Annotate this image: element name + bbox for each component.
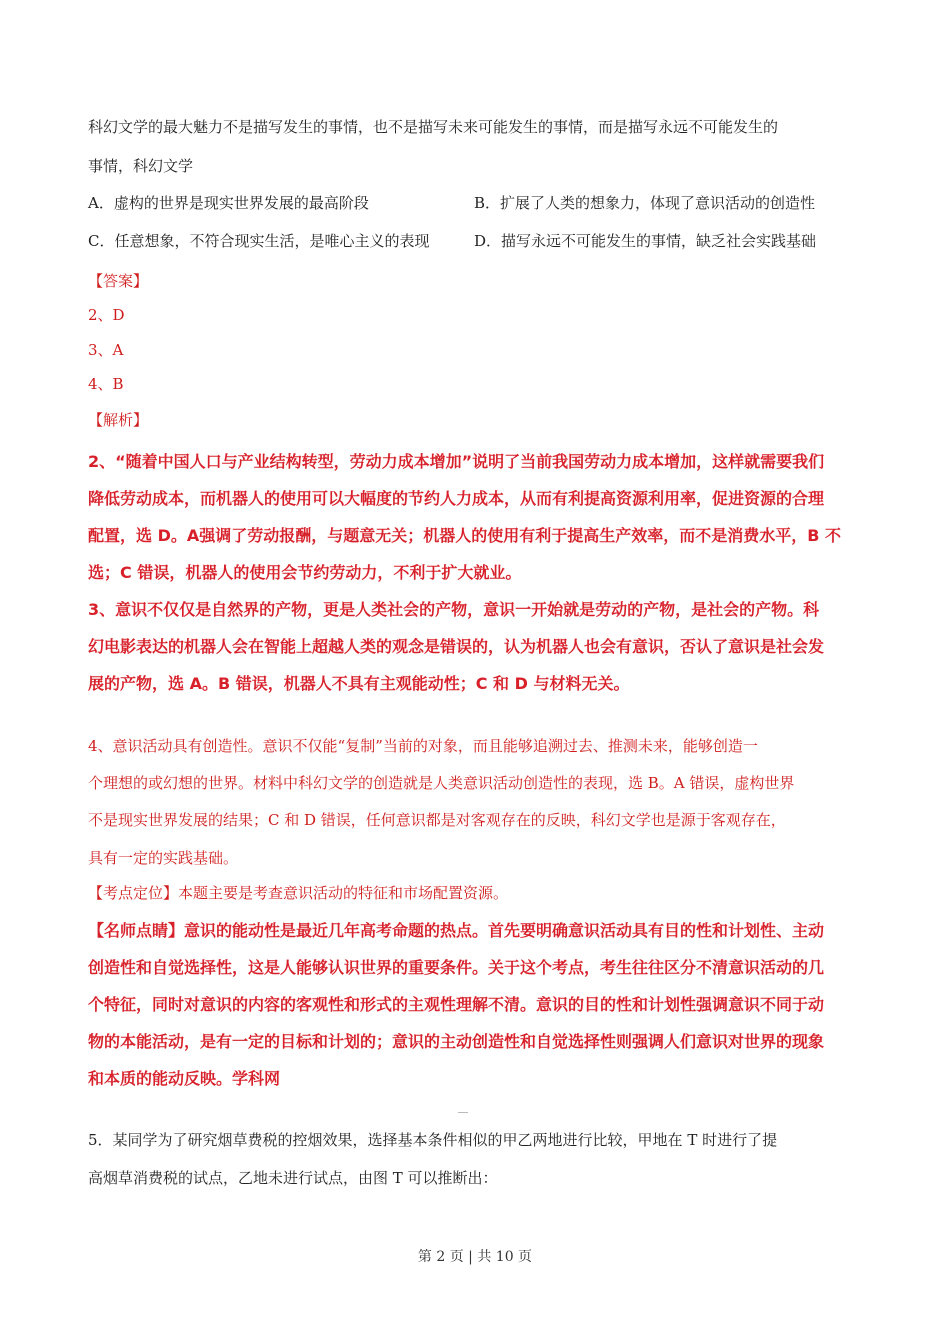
analysis-2-line: 选；C 错误，机器人的使用会节约劳动力，不利于扩大就业。 xyxy=(88,563,522,582)
page-footer: 第 2 页 | 共 10 页 xyxy=(417,1249,533,1265)
analysis-4-line: 具有一定的实践基础。 xyxy=(88,849,239,867)
analysis-4-line: 个理想的或幻想的世界。材料中科幻文学的创造就是人类意识活动创造性的表现，选 B。A 错误，虚构世界 xyxy=(88,774,795,792)
analysis-2-line: 2、“随着中国人口与产业结构转型，劳动力成本增加”说明了当前我国劳动力成本增加，这样就需要我们 xyxy=(88,452,825,471)
answer-item: 2、D xyxy=(88,306,125,324)
question-5-line-2: 高烟草消费税的试点，乙地未进行试点，由图 T 可以推断出： xyxy=(88,1169,498,1187)
kaodian-line: 【考点定位】本题主要是考查意识活动的特征和市场配置资源。 xyxy=(88,884,509,902)
analysis-4-line: 4、意识活动具有创造性。意识不仅能“复制”当前的对象，而且能够追溯过去、推测未来，能够创造一 xyxy=(88,737,758,755)
answer-heading: 【答案】 xyxy=(88,272,149,290)
answer-item: 3、A xyxy=(88,341,124,359)
analysis-heading: 【解析】 xyxy=(88,411,149,429)
analysis-2-line: 降低劳动成本，而机器人的使用可以大幅度的节约人力成本，从而有利提高资源利用率，促进资源的合理 xyxy=(88,489,825,508)
mingshi-line: 和本质的能动反映。学科网 xyxy=(88,1069,281,1088)
mingshi-line: 个特征，同时对意识的内容的客观性和形式的主观性理解不清。意识的目的性和计划性强调意识不同于动 xyxy=(88,995,825,1014)
question-tail-line-1: 科幻文学的最大魅力不是描写发生的事情，也不是描写未来可能发生的事情，而是描写永远不可能发生的 xyxy=(88,118,779,136)
mingshi-line: 创造性和自觉选择性，这是人能够认识世界的重要条件。关于这个考点，考生往往区分不清意识活动的几 xyxy=(88,958,825,977)
answer-item: 4、B xyxy=(88,375,124,393)
option-c: C．任意想象，不符合现实生活，是唯心主义的表现 xyxy=(88,232,430,250)
analysis-4-line: 不是现实世界发展的结果；C 和 D 错误，任何意识都是对客观存在的反映，科幻文学也是源于客观存在， xyxy=(88,811,786,829)
question-tail-line-2: 事情，科幻文学 xyxy=(88,157,194,175)
analysis-3-line: 展的产物，选 A。B 错误，机器人不具有主观能动性；C 和 D 与材料无关。 xyxy=(88,674,630,693)
mingshi-line: 物的本能活动，是有一定的目标和计划的；意识的主动创造性和自觉选择性则强调人们意识对世界的现象 xyxy=(88,1032,825,1051)
option-b: B．扩展了人类的想象力，体现了意识活动的创造性 xyxy=(474,194,816,212)
option-a: A．虚构的世界是现实世界发展的最高阶段 xyxy=(88,194,369,212)
analysis-2-line: 配置，选 D。A强调了劳动报酬，与题意无关；机器人的使用有利于提高生产效率，而不是消费水平，B 不 xyxy=(88,526,842,545)
analysis-3-line: 3、意识不仅仅是自然界的产物，更是人类社会的产物，意识一开始就是劳动的产物，是社会的产物。科 xyxy=(88,600,820,619)
analysis-3-line: 幻电影表达的机器人会在智能上超越人类的观念是错误的，认为机器人也会有意识，否认了意识是社会发 xyxy=(88,637,825,656)
mingshi-line: 【名师点睛】意识的能动性是最近几年高考命题的热点。首先要明确意识活动具有目的性和计划性、主动 xyxy=(88,921,825,940)
divider-mark xyxy=(458,1112,468,1113)
option-d: D．描写永远不可能发生的事情，缺乏社会实践基础 xyxy=(474,232,817,250)
question-5-line-1: 5．某同学为了研究烟草费税的控烟效果，选择基本条件相似的甲乙两地进行比较，甲地在 T 时进行了提 xyxy=(88,1131,778,1149)
